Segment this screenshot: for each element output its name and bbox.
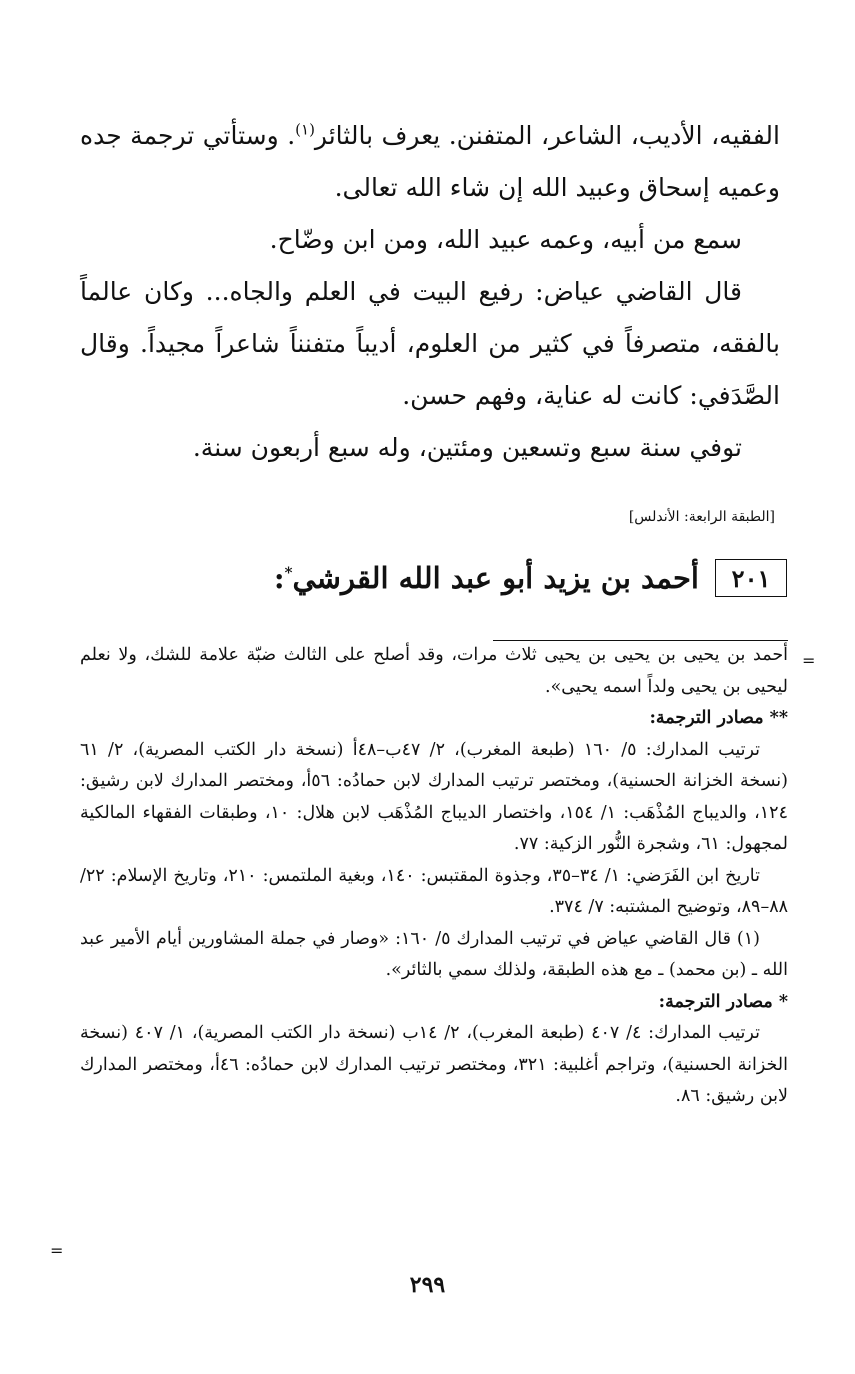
entry-title-source-mark: * — [284, 563, 293, 582]
footnote-continued-mark: = — [802, 651, 816, 670]
entry-number-box — [715, 559, 787, 597]
footnote-continues-mark: = — [50, 1241, 64, 1260]
sources-heading-2: * مصادر الترجمة: — [658, 991, 788, 1012]
main-paragraph-1-text: الفقيه، الأديب، الشاعر، المتفنن. يعرف بالثائر — [314, 121, 780, 150]
main-paragraph-3: قال القاضي عياض: رفيع البيت في العلم والجاه... وكان عالماً بالفقه، متصرفاً في كثير من العلوم، أديباً متفنناً شاعراً مجيداً. وقال الصَّدَفي: كانت له عناية، وفهم حسن. — [80, 277, 780, 410]
footnote-1: (١) قال القاضي عياض في ترتيب المدارك ٥/ ١٦٠: «وصار في جملة المشاورين أيام الأمير عبد الله ـ (بن محمد) ـ مع هذه الطبقة، ولذلك سمي بالثائر». — [80, 928, 788, 980]
entry-number: ٢٠١ — [731, 563, 771, 593]
sources-1-paragraph-2: تاريخ ابن الفَرَضي: ١/ ٣٤–٣٥، وجذوة المقتبس: ١٤٠، وبغية الملتمس: ٢١٠، وتاريخ الإسلام: ٢٢/ ٨٨–٨٩، وتوضيح المشتبه: ٧/ ٣٧٤. — [80, 865, 788, 917]
footnote-continued-text: أحمد بن يحيى بن يحيى بن يحيى ثلاث مرات، وقد أصلح على الثالث ضبّة علامة للشك، ولا نعلم ليحيى بن يحيى ولداً اسمه يحيى». — [80, 645, 788, 697]
entry-header — [67, 552, 787, 604]
entry-title — [274, 561, 699, 595]
main-paragraph-4: توفي سنة سبع وتسعين ومئتين، وله سبع أربعون سنة. — [192, 433, 742, 462]
main-paragraph-1-continuation: . وستأتي ترجمة جده وعميه إسحاق وعبيد الله إن شاء الله تعالى. — [80, 121, 780, 202]
footnotes-block — [80, 640, 788, 1113]
tabaqa-label: [الطبقة الرابعة: الأندلس] — [628, 509, 775, 525]
main-text-block — [80, 110, 780, 474]
sources-2-paragraph-1: ترتيب المدارك: ٤/ ٤٠٧ (طبعة المغرب)، ٢/ ١٤ب (نسخة دار الكتب المصرية)، ١/ ٤٠٧ (نسخة الخزانة الحسنية)، وتراجم أغلبية: ٣٢١، ومختصر ترتيب المدارك لابن حمادُه: ٤٦أ، ومختصر المدارك لابن رشيق: ٨٦. — [80, 1023, 788, 1106]
footnote-reference: (١) — [295, 120, 315, 139]
main-paragraph-2: سمع من أبيه، وعمه عبيد الله، ومن ابن وضّاح. — [269, 225, 742, 254]
sources-heading-1: ** مصادر الترجمة: — [649, 708, 788, 728]
main-paragraph-1 — [80, 110, 780, 214]
page-number: ٢٩٩ — [409, 1272, 446, 1298]
entry-title-colon: : — [273, 561, 285, 595]
entry-title-text: أحمد بن يزيد أبو عبد الله القرشي — [292, 561, 699, 595]
sources-1-paragraph-1: ترتيب المدارك: ٥/ ١٦٠ (طبعة المغرب)، ٢/ ٤٧ب–٤٨أ (نسخة دار الكتب المصرية)، ٢/ ٦١ (نسخة الخزانة الحسنية)، ومختصر ترتيب المدارك لابن حمادُه: ٥٦أ، ومختصر المدارك لابن رشيق: ١٢٤، والديباج المُذْهَب: ١/ ١٥٤، واختصار الديباج المُذْهَب لابن هلال: ١٠، وطبقات الفقهاء المالكية لمجهول: ٦١، وشجرة النُّور الزكية: ٧٧. — [80, 739, 788, 854]
